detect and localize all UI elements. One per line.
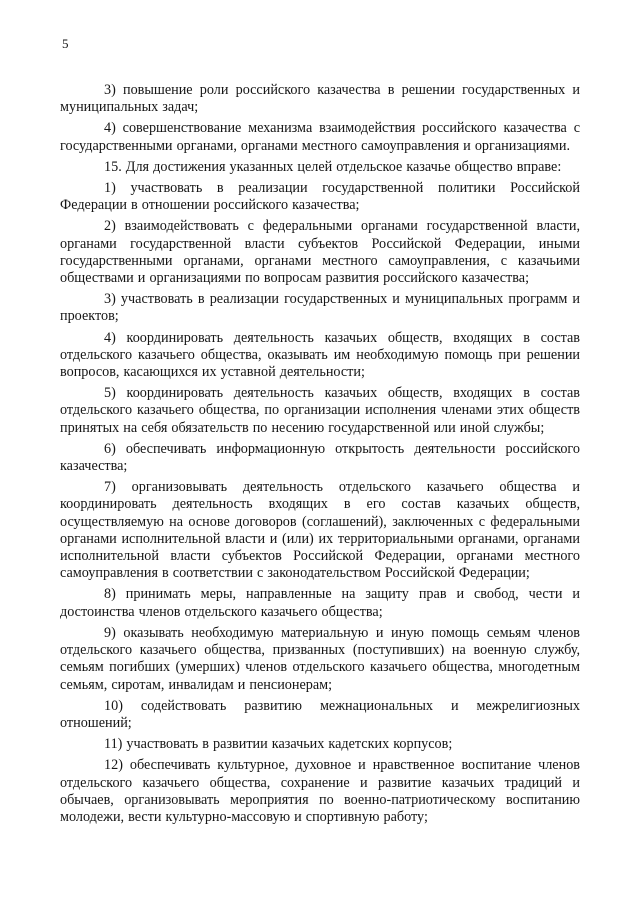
paragraph-right-7: 7) организовывать деятельность отдельского казачьего общества и координировать деятельность входящих в его состав казачьих обществ, осуществляемую на основе договоров (соглашений), заключенных с федеральными органами исполнительной власти и (или) их территориальными органами, органами исполнительной власти субъектов Российской Федерации, органами местного самоуправления в соответствии с законодательством Российской Федерации; bbox=[60, 479, 580, 582]
paragraph-right-4: 4) координировать деятельность казачьих обществ, входящих в состав отдельского казачьего общества, оказывать им необходимую помощь при решении вопросов, касающихся их уставной деятельности; bbox=[60, 329, 580, 381]
paragraph-item-4: 4) совершенствование механизма взаимодействия российского казачества с государственными органами, органами местного самоуправления и организациями. bbox=[60, 120, 580, 154]
paragraph-right-5: 5) координировать деятельность казачьих обществ, входящих в состав отдельского казачьего общества, по организации исполнения членами этих обществ принятых на себя обязательств по несению государственной или иной службы; bbox=[60, 385, 580, 436]
page-number: 5 bbox=[62, 36, 69, 51]
paragraph-right-9: 9) оказывать необходимую материальную и иную помощь семьям членов отдельского казачьего общества, призванных (поступивших) на военную службу, семьям погибших (умерших) членов отдельского казачьего общества, многодетным семьям, сиротам, инвалидам и пенсионерам; bbox=[60, 624, 580, 693]
paragraph-right-2: 2) взаимодействовать с федеральными органами государственной власти, органами государственной власти субъектов Российской Федерации, иными государственными органами, органами местного самоуправления, с казачьими обществами и организациями по вопросам развития российского казачества; bbox=[60, 218, 580, 287]
paragraph-right-11: 11) участвовать в развитии казачьих кадетских корпусов; bbox=[104, 736, 453, 753]
paragraph-item-3: 3) повышение роли российского казачества в решении государственных и муниципальных задач; bbox=[60, 82, 580, 116]
paragraph-clause-15: 15. Для достижения указанных целей отдельское казачье общество вправе: bbox=[104, 158, 562, 175]
paragraph-right-1: 1) участвовать в реализации государственной политики Российской Федерации в отношении российского казачества; bbox=[60, 180, 580, 214]
document-body bbox=[60, 82, 580, 826]
paragraph-right-3: 3) участвовать в реализации государственных и муниципальных программ и проектов; bbox=[60, 291, 580, 325]
paragraph-right-8: 8) принимать меры, направленные на защиту прав и свобод, чести и достоинства членов отдельского казачьего общества; bbox=[60, 586, 580, 620]
paragraph-right-10: 10) содействовать развитию межнациональных и межрелигиозных отношений; bbox=[60, 697, 580, 731]
paragraph-right-6: 6) обеспечивать информационную открытость деятельности российского казачества; bbox=[60, 440, 580, 475]
paragraph-right-12: 12) обеспечивать культурное, духовное и нравственное воспитание членов отдельского казачьего общества, сохранение и развитие казачьих традиций и обычаев, организовывать мероприятия по военно-патриотическому воспитанию молодежи, вести культурно-массовую и спортивную работу; bbox=[60, 757, 580, 825]
